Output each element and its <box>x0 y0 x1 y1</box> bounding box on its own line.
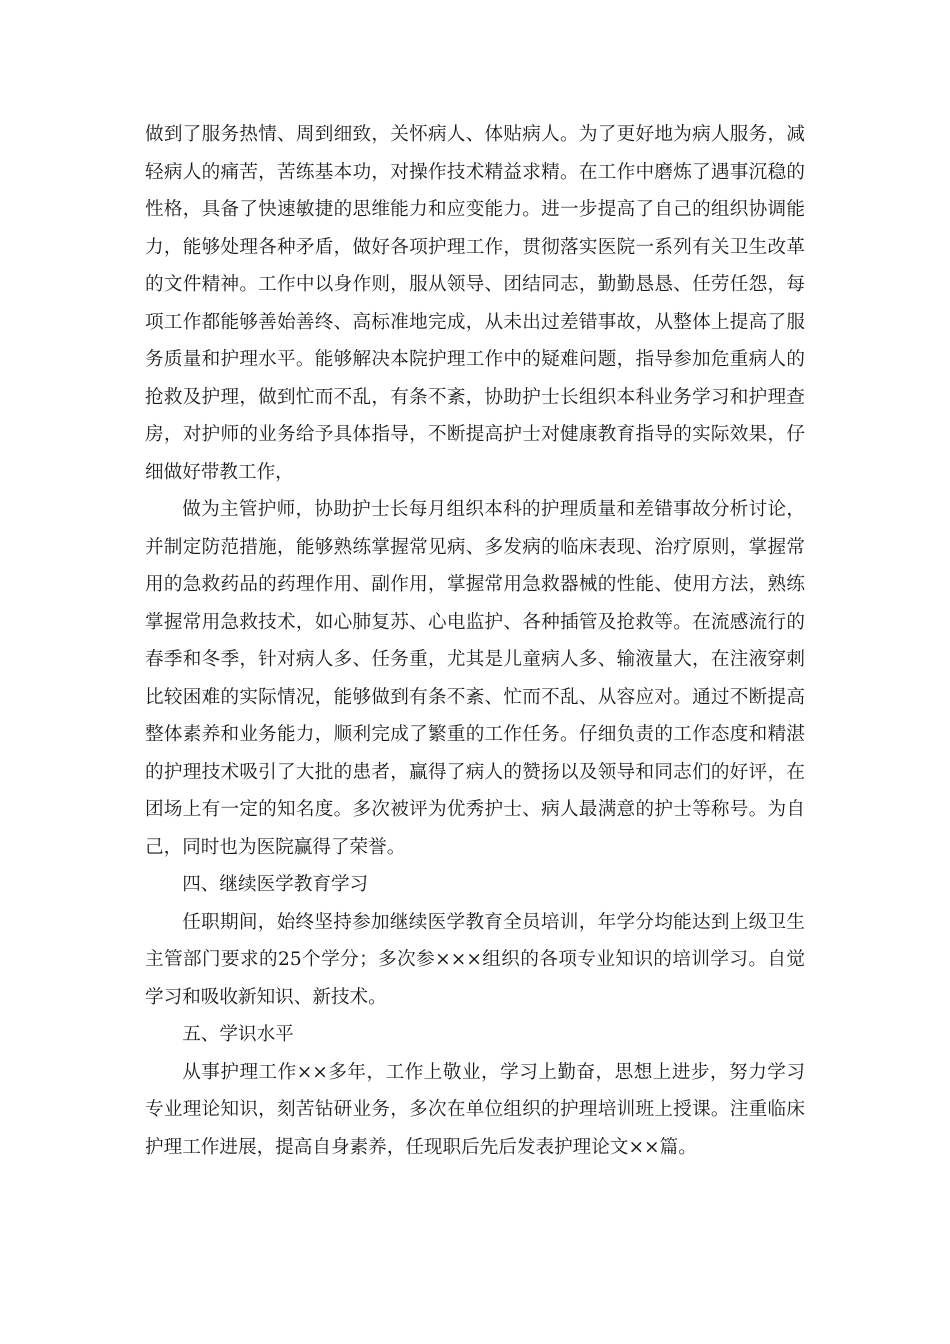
paragraph-service-attitude: 做到了服务热情、周到细致，关怀病人、体贴病人。为了更好地为病人服务，减轻病人的痛苦，苦练基本功，对操作技术精益求精。在工作中磨炼了遇事沉稳的性格，具备了快速敏捷的思维能力和应变能力。进一步提高了自己的组织协调能力，能够处理各种矛盾，做好各项护理工作，贯彻落实医院一系列有关卫生改革的文件精神。工作中以身作则，服从领导、团结同志，勤勤恳恳、任劳任怨，每项工作都能够善始善终、高标准地完成，从未出过差错事故，从整体上提高了服务质量和护理水平。能够解决本院护理工作中的疑难问题，指导参加危重病人的抢救及护理，做到忙而不乱，有条不紊，协助护士长组织本科业务学习和护理查房，对护师的业务给予具体指导，不断提高护士对健康教育指导的实际效果，仔细做好带教工作， <box>145 124 805 483</box>
paragraph-academic-level: 从事护理工作××多年，工作上敬业，学习上勤奋，思想上进步，努力学习专业理论知识，刻苦钻研业务，多次在单位组织的护理培训班上授课。注重临床护理工作进展，提高自身素养，任现职后先后发表护理论文××篇。 <box>145 1061 805 1158</box>
section-heading-academic-level: 五、学识水平 <box>182 1024 294 1045</box>
document-page <box>145 116 805 1166</box>
paragraph-continuing-education: 任职期间，始终坚持参加继续医学教育全员培训，年学分均能达到上级卫生主管部门要求的25个学分；多次参×××组织的各项专业知识的培训学习。自觉学习和吸收新知识、新技术。 <box>145 911 805 1008</box>
paragraph-head-nurse-duties: 做为主管护师，协助护士长每月组织本科的护理质量和差错事故分析讨论，并制定防范措施，能够熟练掌握常见病、多发病的临床表现、治疗原则，掌握常用的急救药品的药理作用、副作用，掌握常用急救器械的性能、使用方法，熟练掌握常用急救技术，如心肺复苏、心电监护、各种插管及抢救等。在流感流行的春季和冬季，针对病人多、任务重，尤其是儿童病人多、输液量大，在注液穿刺比较困难的实际情况，能够做到有条不紊、忙而不乱、从容应对。通过不断提高整体素养和业务能力，顺利完成了繁重的工作任务。仔细负责的工作态度和精湛的护理技术吸引了大批的患者，赢得了病人的赞扬以及领导和同志们的好评，在团场上有一定的知名度。多次被评为优秀护士、病人最满意的护士等称号。为自己，同时也为医院赢得了荣誉。 <box>145 499 805 858</box>
section-heading-continuing-education: 四、继续医学教育学习 <box>182 874 369 895</box>
